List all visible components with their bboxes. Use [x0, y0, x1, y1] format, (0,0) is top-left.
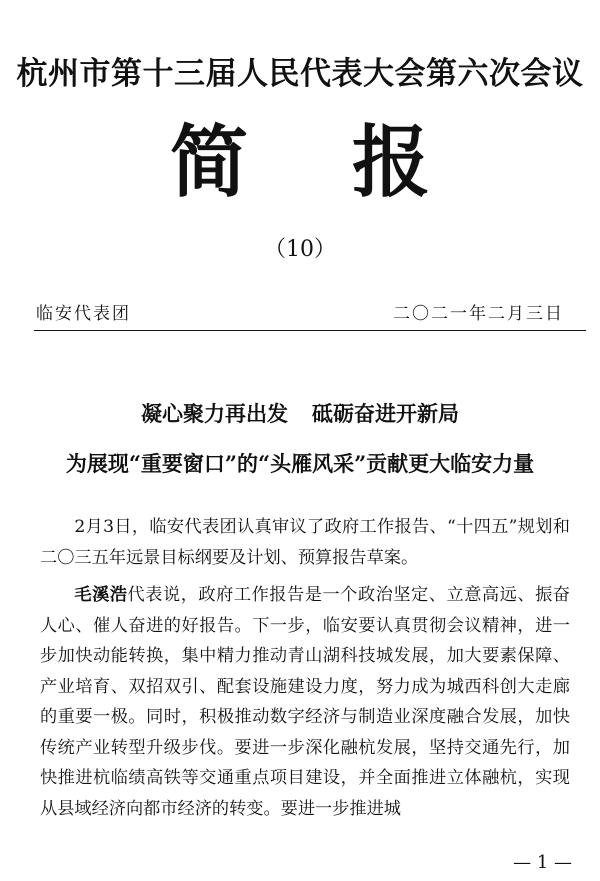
- paragraph-1: 2月3日，临安代表团认真审议了政府工作报告、“十四五”规划和二〇三五年远景目标纲要及计划、预算报告草案。: [40, 517, 570, 568]
- speaker-name: 毛溪浩: [74, 585, 128, 605]
- issue-number: （10）: [264, 237, 336, 262]
- header-divider: [34, 330, 586, 331]
- headline-part-2: 砥砺奋进开新局: [312, 401, 459, 426]
- article-body: [40, 512, 570, 831]
- paragraph-2: [40, 580, 570, 824]
- brief-title: [0, 118, 600, 208]
- headline-line-2: 为展现“重要窗口”的“头雁风采”贡献更大临安力量: [65, 451, 535, 476]
- page-number: — 1 —: [513, 852, 572, 873]
- delegation-name: 临安代表团: [36, 304, 131, 324]
- brief-title-char-2: 报: [352, 118, 431, 208]
- issue-date: 二〇二一年二月三日: [393, 304, 564, 324]
- headline-line-1: [0, 398, 600, 428]
- paragraph-2-text: 代表说，政府工作报告是一个政治坚定、立意高远、振奋人心、催人奋进的好报告。下一步，临安要认真贯彻会议精神，进一步加快动能转换，集中精力推动青山湖科技城发展，加大要素保障、产业培育、双招双引、配套设施建设力度，努力成为城西科创大走廊的重要一极。同时，积极推动数字经济与制造业深度融合发展，加快传统产业转型升级步伐。要进一步深化融杭发展，坚持交通先行，加快推进杭临绩高铁等交通重点项目建设，并全面推进立体融杭，实现从县域经济向都市经济的转变。要进一步推进城: [40, 585, 570, 819]
- meeting-title: 杭州市第十三届人民代表大会第六次会议: [16, 56, 584, 92]
- brief-title-char-1: 简: [169, 118, 248, 208]
- headline-part-1: 凝心聚力再出发: [141, 401, 288, 426]
